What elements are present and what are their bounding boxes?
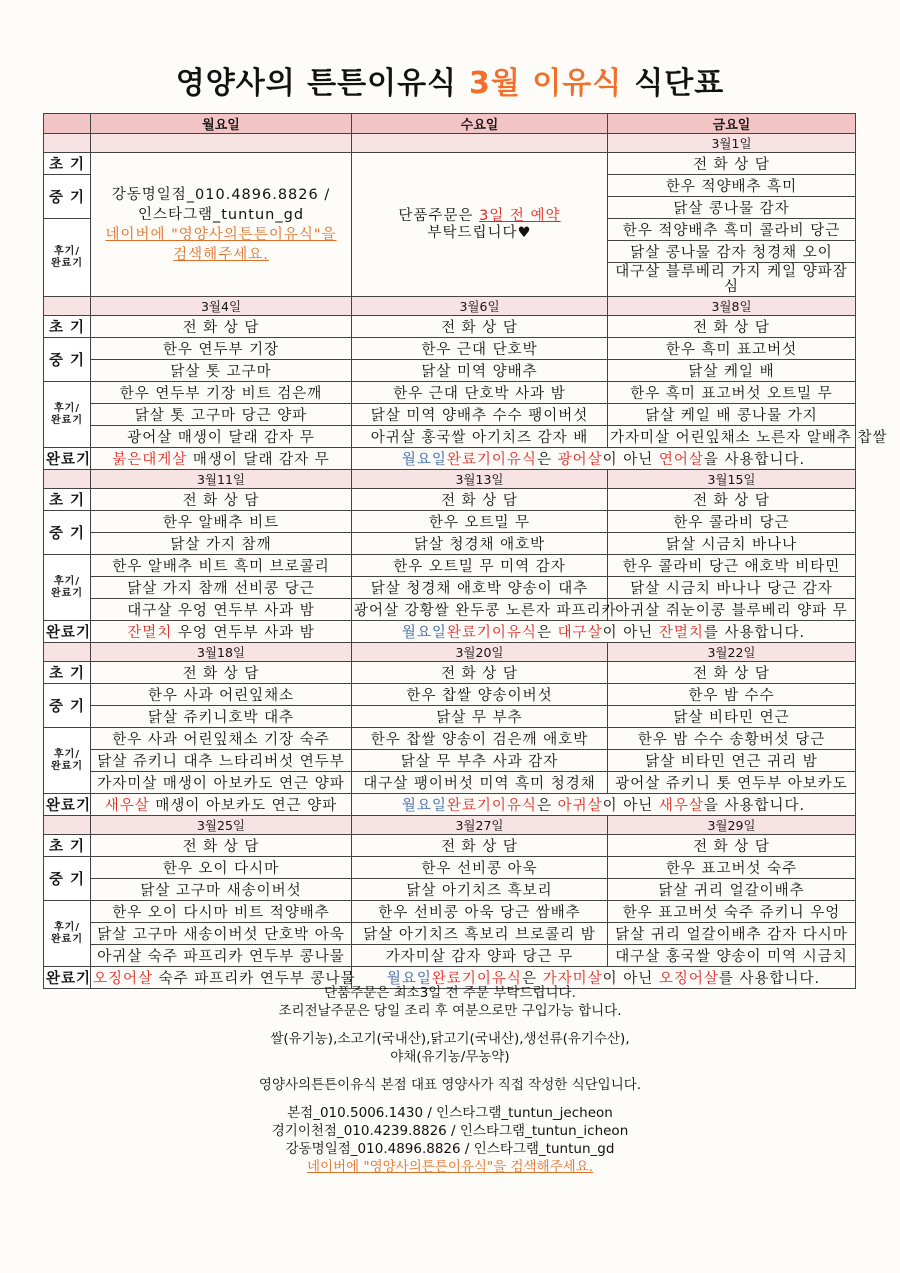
date-row [44, 297, 856, 316]
menu-cell: 전 화 상 담 [352, 835, 608, 857]
menu-cell: 전 화 상 담 [352, 489, 608, 511]
menu-cell: 전 화 상 담 [608, 662, 856, 684]
menu-cell: 가자미살 매생이 아보카도 연근 양파 [91, 772, 352, 794]
menu-cell: 닭살 고구마 새송이버섯 [91, 879, 352, 901]
menu-cell: 닭살 미역 양배추 수수 팽이버섯 [352, 404, 608, 426]
menu-cell: 한우 오트밀 무 [352, 511, 608, 533]
menu-cell: 한우 밤 수수 [608, 684, 856, 706]
menu-cell: 한우 밤 수수 송황버섯 당근 [608, 728, 856, 750]
footer-line: 야채(유기농/무농약) [390, 1049, 510, 1065]
menu-row [44, 338, 856, 360]
menu-cell: 아귀살 숙주 파프리카 연두부 콩나물 [91, 945, 352, 967]
menu-cell: 닭살 케일 배 콩나물 가지 [608, 404, 856, 426]
date-row [44, 470, 856, 489]
menu-row [44, 360, 856, 382]
menu-row [44, 901, 856, 923]
footer-line: 조리전날주문은 당일 조리 후 여분으로만 구입가능 합니다. [278, 1003, 622, 1019]
stage-label: 완료기 [44, 448, 91, 470]
footer-line: 경기이천점_010.4239.8826 / 인스타그램_tuntun_icheon [271, 1123, 629, 1139]
menu-row [44, 879, 856, 901]
menu-row [44, 923, 856, 945]
menu-row [44, 662, 856, 684]
seafood-highlight: 붉은대게살 [112, 452, 188, 468]
footer-line: 본점_010.5006.1430 / 인스타그램_tuntun_jecheon [287, 1105, 613, 1121]
stage-label: 중 기 [44, 338, 91, 382]
menu-cell: 닭살 톳 고구마 당근 양파 [91, 404, 352, 426]
date-cell: 3월4일 [91, 297, 352, 316]
footer-line: 쌀(유기농),소고기(국내산),닭고기(국내산),생선류(유기수산), [270, 1031, 630, 1047]
store-instagram: 인스타그램_tuntun_gd [137, 206, 305, 223]
stage-label: 중 기 [44, 511, 91, 555]
menu-row [44, 945, 856, 967]
menu-cell: 전 화 상 담 [608, 153, 856, 175]
menu-cell: 전 화 상 담 [91, 835, 352, 857]
title-main: 영양사의 튼튼이유식 [175, 66, 458, 101]
menu-cell: 광어살 강황쌀 완두콩 노른자 파프리카 [352, 599, 608, 621]
menu-cell: 한우 콜라비 당근 애호박 비타민 [608, 555, 856, 577]
naver-search-link[interactable]: 네이버에 "영양사의튼튼이유식"을 [105, 226, 337, 243]
title-month: 3월 이유식 [469, 66, 623, 101]
stage-label: 초 기 [44, 835, 91, 857]
menu-cell: 한우 연두부 기장 비트 검은깨 [91, 382, 352, 404]
stage-label: 후기/ 완료기 [44, 728, 91, 794]
stage-label: 초 기 [44, 153, 91, 175]
complete-row [44, 448, 856, 470]
date-row [44, 134, 856, 153]
menu-cell: 닭살 가지 참깨 [91, 533, 352, 555]
menu-row [44, 426, 856, 448]
menu-cell: 전 화 상 담 [352, 316, 608, 338]
date-cell: 3월29일 [608, 816, 856, 835]
date-cell: 3월15일 [608, 470, 856, 489]
menu-cell: 한우 연두부 기장 [91, 338, 352, 360]
menu-cell: 닭살 귀리 얼갈이배추 [608, 879, 856, 901]
menu-cell: 한우 근대 단호박 [352, 338, 608, 360]
menu-cell: 한우 근대 단호박 사과 밤 [352, 382, 608, 404]
complete-monday-cell: 잔멸치 우엉 연두부 사과 밤 [91, 621, 352, 643]
stage-label: 후기/ 완료기 [44, 219, 91, 297]
menu-cell: 한우 흑미 표고버섯 [608, 338, 856, 360]
footer-line: 강동명일점_010.4896.8826 / 인스타그램_tuntun_gd [285, 1141, 615, 1157]
complete-notice: 월요일완료기이유식은 가자미살이 아닌 오징어살를 사용합니다. [352, 967, 856, 989]
menu-row [44, 728, 856, 750]
menu-cell: 대구살 우엉 연두부 사과 밤 [91, 599, 352, 621]
naver-search-footer-link[interactable]: 네이버에 "영양사의튼튼이유식"을 검색해주세요. [306, 1159, 594, 1175]
page-title [0, 58, 900, 102]
menu-cell: 한우 콜라비 당근 [608, 511, 856, 533]
date-cell: 3월13일 [352, 470, 608, 489]
menu-row [44, 153, 856, 175]
date-cell: 3월25일 [91, 816, 352, 835]
complete-monday-cell: 새우살 매생이 아보카도 연근 양파 [91, 794, 352, 816]
menu-cell: 닭살 시금치 바나나 [608, 533, 856, 555]
menu-cell: 닭살 청경채 애호박 [352, 533, 608, 555]
menu-cell: 닭살 시금치 바나나 당근 감자 [608, 577, 856, 599]
menu-cell: 대구살 홍국쌀 양송이 미역 시금치 [608, 945, 856, 967]
menu-cell: 한우 알배추 비트 [91, 511, 352, 533]
footer [0, 984, 900, 1176]
menu-cell: 대구살 팽이버섯 미역 흑미 청경채 [352, 772, 608, 794]
menu-cell: 전 화 상 담 [91, 662, 352, 684]
stage-label: 완료기 [44, 621, 91, 643]
stage-label: 후기/ 완료기 [44, 901, 91, 967]
menu-cell: 닭살 톳 고구마 [91, 360, 352, 382]
menu-cell: 아귀살 쥐눈이콩 블루베리 양파 무 [608, 599, 856, 621]
menu-cell: 가자미살 어린잎채소 노른자 알배추 찹쌀 [608, 426, 856, 448]
stage-label: 완료기 [44, 794, 91, 816]
stage-label: 중 기 [44, 684, 91, 728]
menu-cell: 닭살 아기치즈 흑보리 [352, 879, 608, 901]
store-info [91, 153, 352, 297]
date-cell: 3월11일 [91, 470, 352, 489]
date-cell: 3월22일 [608, 643, 856, 662]
menu-cell: 닭살 콩나물 감자 청경채 오이 [608, 241, 856, 263]
menu-cell: 한우 선비콩 아욱 당근 쌈배추 [352, 901, 608, 923]
menu-cell: 닭살 고구마 새송이버섯 단호박 아욱 [91, 923, 352, 945]
menu-row [44, 706, 856, 728]
menu-cell: 닭살 쥬키니호박 대추 [91, 706, 352, 728]
header-row [44, 114, 856, 134]
menu-cell: 대구살 블루베리 가지 케일 양파잠심 [608, 263, 856, 297]
header-wednesday: 수요일 [352, 114, 608, 134]
footer-line: 영양사의튼튼이유식 본점 대표 영양사가 직접 작성한 식단입니다. [258, 1077, 642, 1093]
menu-row [44, 599, 856, 621]
menu-cell: 닭살 비타민 연근 귀리 밤 [608, 750, 856, 772]
naver-search-link-2[interactable]: 검색해주세요. [173, 246, 269, 263]
menu-row [44, 489, 856, 511]
date-row [44, 643, 856, 662]
menu-row [44, 857, 856, 879]
menu-cell: 닭살 무 부추 [352, 706, 608, 728]
menu-cell: 한우 오이 다시마 비트 적양배추 [91, 901, 352, 923]
menu-cell: 가자미살 감자 양파 당근 무 [352, 945, 608, 967]
header-friday: 금요일 [608, 114, 856, 134]
menu-cell: 닭살 가지 참깨 선비콩 당근 [91, 577, 352, 599]
menu-cell: 한우 오트밀 무 미역 감자 [352, 555, 608, 577]
menu-cell: 아귀살 홍국쌀 아기치즈 감자 배 [352, 426, 608, 448]
menu-cell: 한우 오이 다시마 [91, 857, 352, 879]
menu-cell: 전 화 상 담 [608, 835, 856, 857]
seafood-highlight: 잔멸치 [127, 625, 173, 641]
menu-row [44, 404, 856, 426]
menu-cell: 한우 표고버섯 숙주 [608, 857, 856, 879]
date-cell: 3월18일 [91, 643, 352, 662]
complete-notice: 월요일완료기이유식은 대구살이 아닌 잔멸치를 사용합니다. [352, 621, 856, 643]
menu-cell: 한우 적양배추 흑미 [608, 175, 856, 197]
stage-label: 초 기 [44, 316, 91, 338]
menu-cell: 닭살 귀리 얼갈이배추 감자 다시마 [608, 923, 856, 945]
menu-cell: 전 화 상 담 [608, 316, 856, 338]
menu-cell: 닭살 청경채 애호박 양송이 대추 [352, 577, 608, 599]
menu-cell: 닭살 미역 양배추 [352, 360, 608, 382]
complete-row [44, 794, 856, 816]
header-blank [44, 114, 91, 134]
menu-cell: 전 화 상 담 [91, 316, 352, 338]
date-row [44, 816, 856, 835]
date-cell: 3월6일 [352, 297, 608, 316]
title-suffix: 식단표 [634, 66, 725, 101]
menu-cell: 한우 알배추 비트 흑미 브로콜리 [91, 555, 352, 577]
date-cell: 3월8일 [608, 297, 856, 316]
menu-row [44, 382, 856, 404]
menu-cell: 한우 찹쌀 양송이 검은깨 애호박 [352, 728, 608, 750]
menu-cell: 전 화 상 담 [352, 662, 608, 684]
menu-table [43, 113, 888, 989]
menu-row [44, 511, 856, 533]
menu-row [44, 684, 856, 706]
menu-cell: 한우 찹쌀 양송이버섯 [352, 684, 608, 706]
menu-row [44, 533, 856, 555]
stage-label: 후기/ 완료기 [44, 382, 91, 448]
menu-cell: 닭살 비타민 연근 [608, 706, 856, 728]
seafood-highlight: 새우살 [104, 798, 150, 814]
menu-cell: 전 화 상 담 [608, 489, 856, 511]
menu-row [44, 835, 856, 857]
stage-label: 후기/ 완료기 [44, 555, 91, 621]
menu-row [44, 555, 856, 577]
menu-cell: 닭살 아기치즈 흑보리 브로콜리 밤 [352, 923, 608, 945]
order-note: 단품주문은 3일 전 예약 부탁드립니다♥ [352, 153, 608, 297]
complete-monday-cell: 오징어살 숙주 파프리카 연두부 콩나물 [91, 967, 352, 989]
header-monday: 월요일 [91, 114, 352, 134]
menu-cell: 광어살 쥬키니 톳 연두부 아보카도 [608, 772, 856, 794]
menu-cell: 한우 흑미 표고버섯 오트밀 무 [608, 382, 856, 404]
menu-cell: 전 화 상 담 [91, 489, 352, 511]
complete-notice: 월요일완료기이유식은 광어살이 아닌 연어살을 사용합니다. [352, 448, 856, 470]
menu-cell: 한우 사과 어린잎채소 기장 숙주 [91, 728, 352, 750]
menu-cell: 닭살 무 부추 사과 감자 [352, 750, 608, 772]
date-cell: 3월20일 [352, 643, 608, 662]
menu-row [44, 316, 856, 338]
menu-row [44, 772, 856, 794]
menu-cell: 한우 사과 어린잎채소 [91, 684, 352, 706]
store-phone: 강동명일점_010.4896.8826 / [111, 186, 331, 203]
stage-label: 중 기 [44, 175, 91, 219]
date-cell: 3월27일 [352, 816, 608, 835]
menu-cell: 광어살 매생이 달래 감자 무 [91, 426, 352, 448]
menu-cell: 한우 적양배추 흑미 콜라비 당근 [608, 219, 856, 241]
menu-cell: 한우 선비콩 아욱 [352, 857, 608, 879]
stage-label: 초 기 [44, 489, 91, 511]
seafood-highlight: 오징어살 [93, 971, 154, 987]
complete-row [44, 621, 856, 643]
menu-cell: 닭살 콩나물 감자 [608, 197, 856, 219]
menu-row [44, 577, 856, 599]
menu-row [44, 750, 856, 772]
menu-cell: 닭살 케일 배 [608, 360, 856, 382]
date-cell: 3월1일 [608, 134, 856, 153]
stage-label: 중 기 [44, 857, 91, 901]
menu-cell: 닭살 쥬키니 대추 느타리버섯 연두부 [91, 750, 352, 772]
stage-label: 초 기 [44, 662, 91, 684]
stage-label: 완료기 [44, 967, 91, 989]
complete-monday-cell: 붉은대게살 매생이 달래 감자 무 [91, 448, 352, 470]
order-deadline: 3일 전 예약 [479, 207, 561, 224]
menu-cell: 한우 표고버섯 숙주 쥬키니 우엉 [608, 901, 856, 923]
footer-line: 단품주문은 최소3일 전 주문 부탁드립니다. [324, 985, 576, 1001]
complete-notice: 월요일완료기이유식은 아귀살이 아닌 새우살을 사용합니다. [352, 794, 856, 816]
